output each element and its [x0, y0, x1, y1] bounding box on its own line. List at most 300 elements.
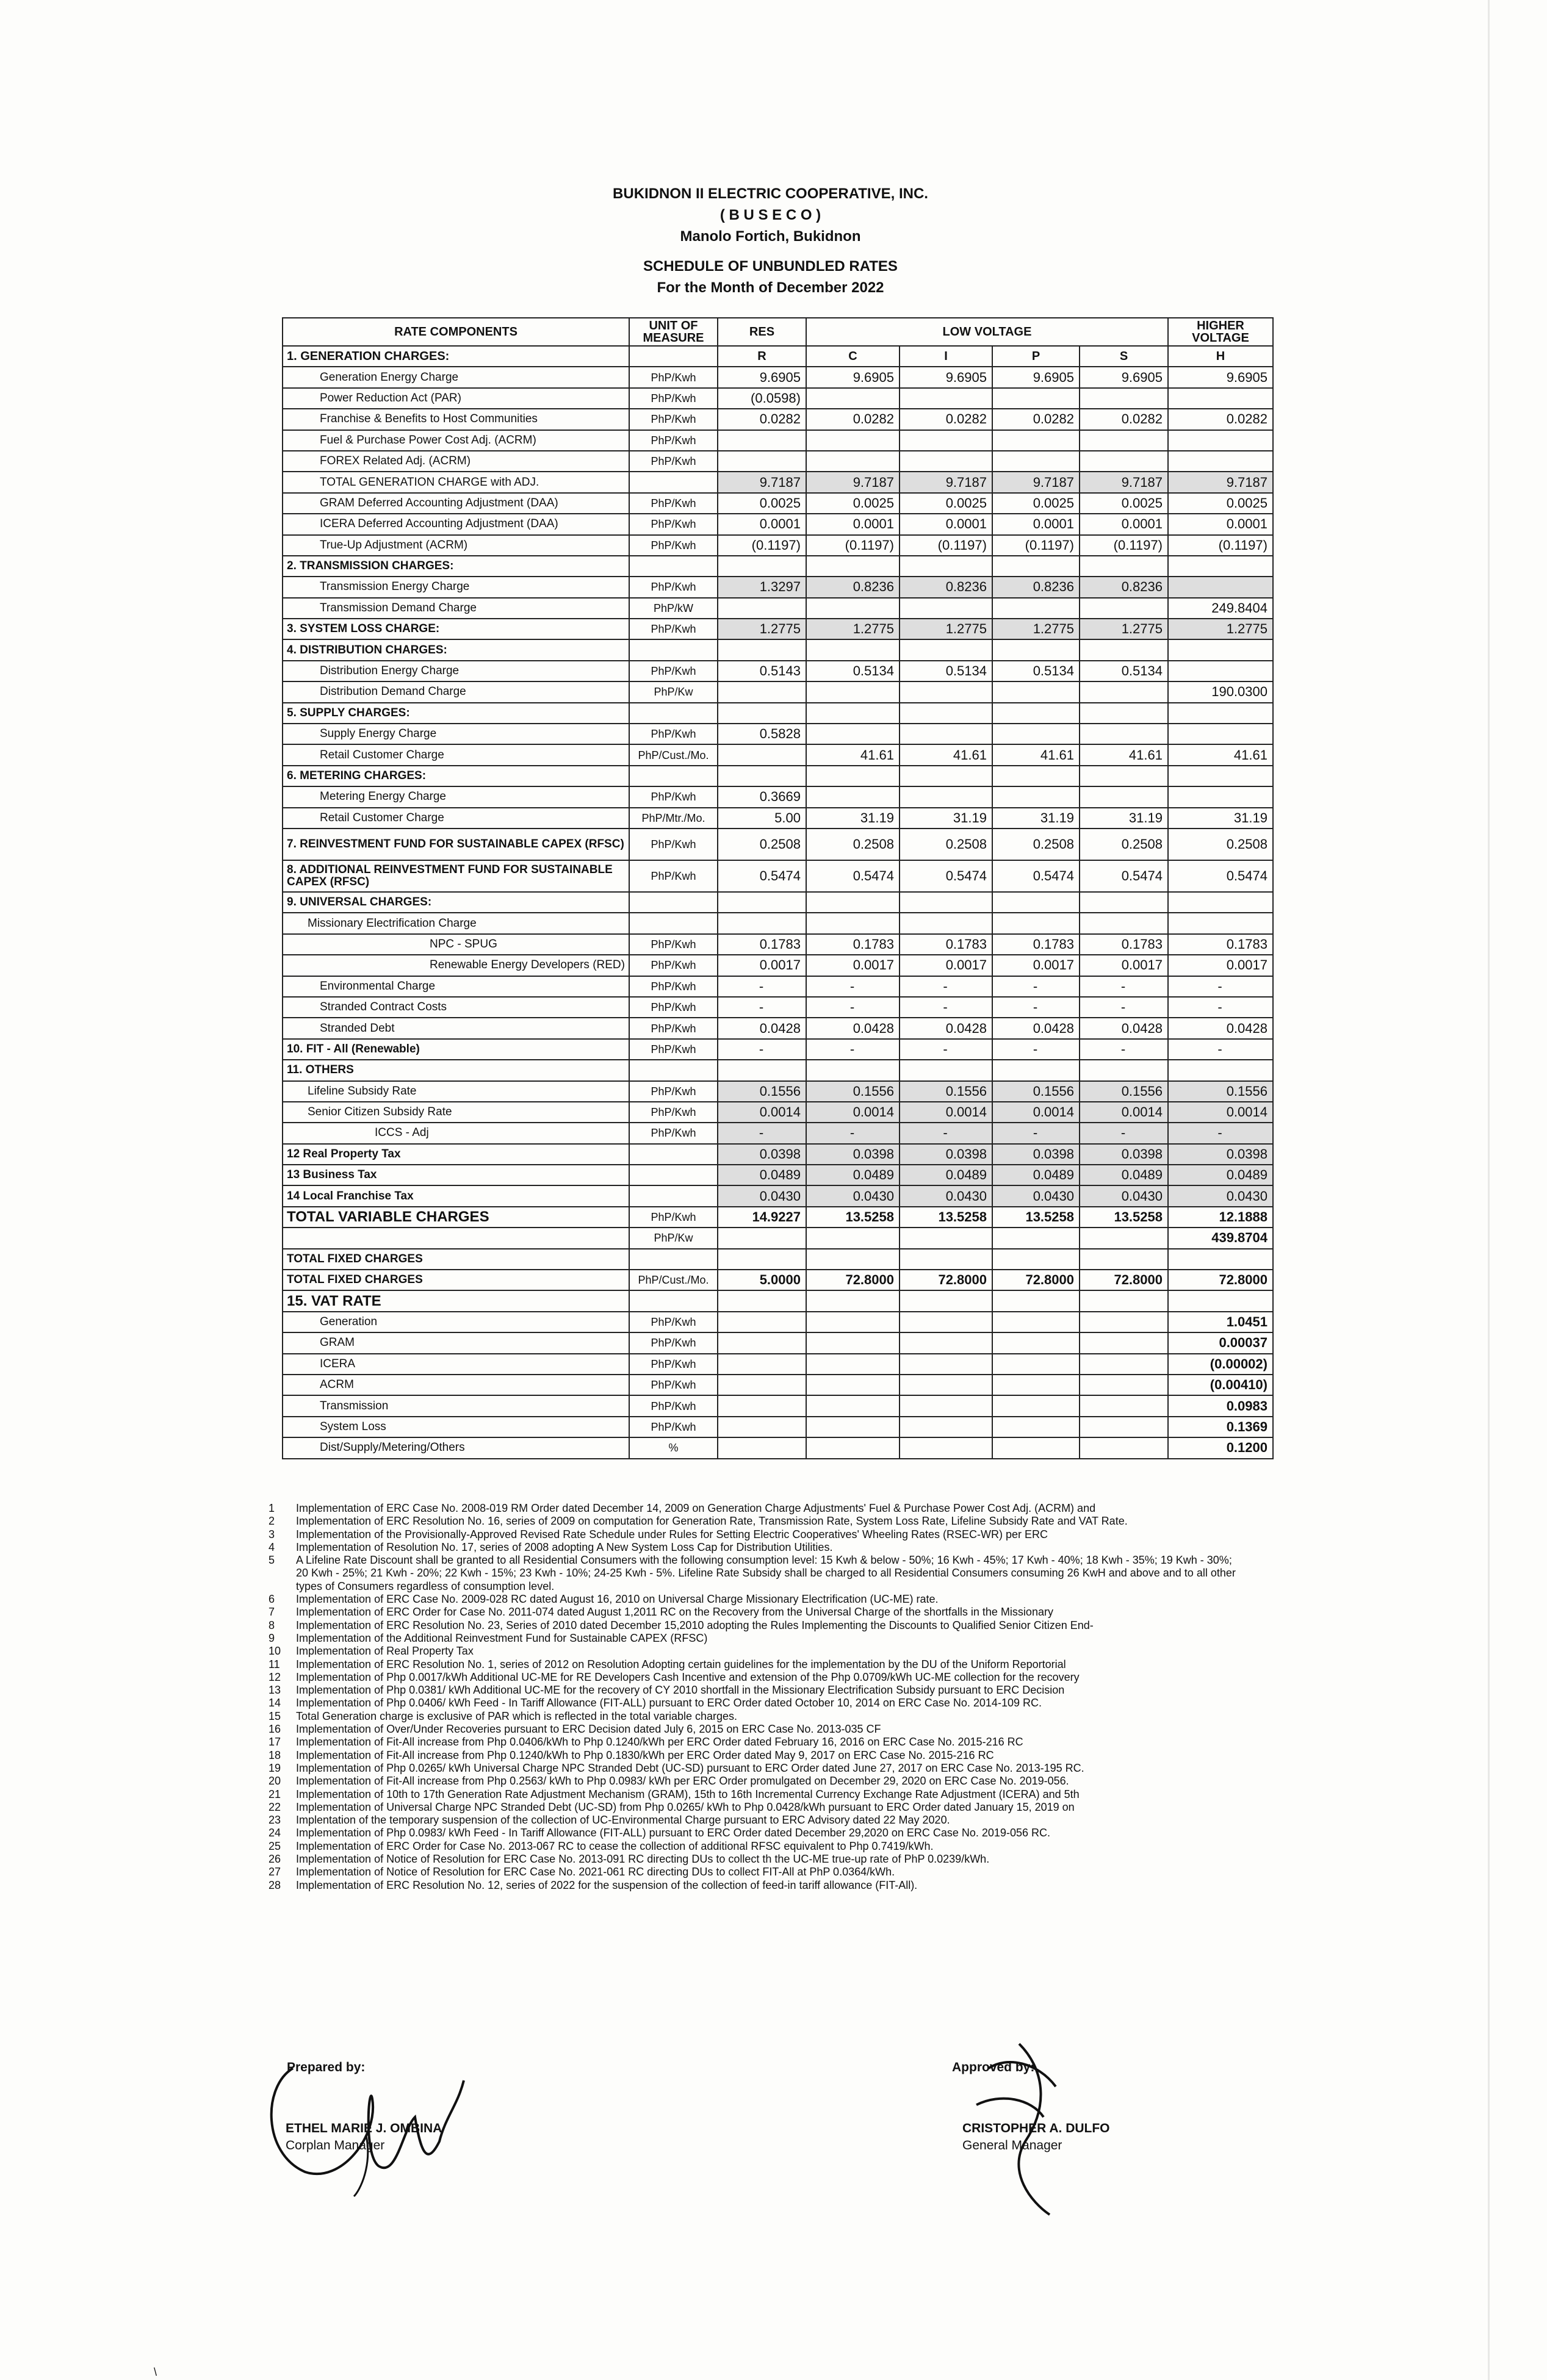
rate-value-h: 0.0983 [1168, 1395, 1273, 1416]
footnote-number: 1 [269, 1502, 275, 1514]
rate-value-p: 9.7187 [992, 472, 1080, 492]
rate-value-c [806, 1332, 900, 1353]
row-unit: PhP/Kwh [629, 577, 718, 597]
rate-value-p [992, 430, 1080, 451]
row-label: 7. REINVESTMENT FUND FOR SUSTAINABLE CAPEX (RFSC) [283, 829, 629, 860]
rate-value-i [900, 1249, 992, 1270]
rate-value-s [1080, 1395, 1168, 1416]
footnote-number: 2 [269, 1515, 275, 1528]
footnote-text: Implementation of ERC Resolution No. 16, series of 2009 on computation for Generation Rate, Transmission Rate, System Loss Rate, Lifeline Subsidy Rate and VAT Rate. [296, 1515, 1128, 1528]
rate-value-i: 0.0430 [900, 1185, 992, 1206]
rate-value-i: 0.0017 [900, 955, 992, 976]
rate-value-p [992, 1417, 1080, 1437]
rate-value-p [992, 598, 1080, 619]
row-unit: PhP/Kwh [629, 1081, 718, 1102]
row-unit [629, 1165, 718, 1185]
rate-value-s [1080, 1249, 1168, 1270]
row-unit: PhP/kW [629, 598, 718, 619]
footnote [269, 1606, 1245, 1619]
rate-value-c: 0.8236 [806, 577, 900, 597]
rate-value-c: 0.0430 [806, 1185, 900, 1206]
row-unit: PhP/Kw [629, 1228, 718, 1248]
rate-value-r: (0.0598) [718, 388, 806, 409]
footnote [269, 1879, 1245, 1892]
rate-value-r: 0.5474 [718, 860, 806, 892]
footnote [269, 1528, 1245, 1541]
rate-value-s [1080, 681, 1168, 702]
rate-value-i: 0.0489 [900, 1165, 992, 1185]
row-unit [629, 1144, 718, 1165]
rate-value-p: (0.1197) [992, 535, 1080, 556]
table-row [283, 892, 1273, 913]
rate-value-i [900, 892, 992, 913]
rate-value-c: - [806, 1039, 900, 1060]
rate-value-r: 0.0282 [718, 409, 806, 430]
row-unit: PhP/Kwh [629, 1312, 718, 1332]
rate-value-p: 0.0489 [992, 1165, 1080, 1185]
rate-code-p: P [992, 346, 1080, 367]
rate-value-p [992, 1395, 1080, 1416]
row-label: Transmission [283, 1395, 629, 1416]
rate-value-h: 0.0017 [1168, 955, 1273, 976]
footnote-text: Implementation of ERC Order for Case No. 2011-074 dated August 1,2011 RC on the Recovery from the Universal Charge of the shortfalls in the Missionary [296, 1606, 1053, 1619]
row-label: True-Up Adjustment (ACRM) [283, 535, 629, 556]
cooperative-name: BUKIDNON II ELECTRIC COOPERATIVE, INC. [613, 185, 928, 202]
rate-value-p [992, 1228, 1080, 1248]
approved-by-label: Approved by: [952, 2060, 1035, 2074]
cooperative-acronym: ( B U S E C O ) [719, 207, 821, 223]
table-row [283, 1332, 1273, 1353]
rate-value-h: 0.0001 [1168, 514, 1273, 534]
rate-value-c: 0.5474 [806, 860, 900, 892]
table-row [283, 1018, 1273, 1038]
rate-value-p [992, 1437, 1080, 1458]
footnote-text: Implementation of Over/Under Recoveries pursuant to ERC Decision dated July 6, 2015 on ERC Case No. 2013-035 CF [296, 1723, 881, 1736]
header-higher-voltage: HIGHER VOLTAGE [1168, 318, 1273, 346]
rate-value-i: 0.5474 [900, 860, 992, 892]
table-row [283, 997, 1273, 1018]
rate-value-s: 0.0001 [1080, 514, 1168, 534]
rate-value-i: 9.6905 [900, 367, 992, 387]
footnote [269, 1814, 1245, 1827]
rate-value-r: 9.6905 [718, 367, 806, 387]
rate-value-i [900, 1290, 992, 1311]
rate-value-p: 0.2508 [992, 829, 1080, 860]
rate-value-h: 31.19 [1168, 808, 1273, 829]
rate-code-s: S [1080, 346, 1168, 367]
footnote [269, 1502, 1245, 1515]
rate-value-c: 0.1783 [806, 934, 900, 955]
prepared-by-label: Prepared by: [287, 2060, 366, 2074]
rate-value-r [718, 703, 806, 724]
prepared-by-role: Corplan Manager [286, 2138, 385, 2152]
table-row [283, 1395, 1273, 1416]
rate-value-i: 31.19 [900, 808, 992, 829]
row-unit: PhP/Kwh [629, 388, 718, 409]
table-row [283, 1228, 1273, 1248]
table-row [283, 1207, 1273, 1228]
table-row [283, 1081, 1273, 1102]
rate-value-p [992, 1290, 1080, 1311]
rate-value-s: 9.7187 [1080, 472, 1168, 492]
rate-value-p: 0.8236 [992, 577, 1080, 597]
table-row [283, 976, 1273, 997]
table-row [283, 1185, 1273, 1206]
rate-value-i: - [900, 976, 992, 997]
row-unit [629, 913, 718, 933]
row-label: Distribution Demand Charge [283, 681, 629, 702]
row-unit: PhP/Kwh [629, 997, 718, 1018]
rate-value-s [1080, 1290, 1168, 1311]
rate-value-s: 0.0398 [1080, 1144, 1168, 1165]
rate-value-h [1168, 766, 1273, 786]
row-label: 1. GENERATION CHARGES: [283, 346, 629, 367]
rate-value-p [992, 1312, 1080, 1332]
rate-value-s [1080, 1312, 1168, 1332]
row-label: Dist/Supply/Metering/Others [283, 1437, 629, 1458]
rate-value-h: 0.0014 [1168, 1102, 1273, 1123]
rate-value-p: 0.1556 [992, 1081, 1080, 1102]
rate-value-r: 0.0014 [718, 1102, 806, 1123]
footnote [269, 1593, 1245, 1606]
table-row [283, 1312, 1273, 1332]
rate-value-h: 1.2775 [1168, 619, 1273, 639]
table-row [283, 860, 1273, 892]
footnote-number: 22 [269, 1800, 281, 1813]
rate-value-s [1080, 451, 1168, 472]
row-label: TOTAL FIXED CHARGES [283, 1249, 629, 1270]
rate-value-c: 0.0017 [806, 955, 900, 976]
table-row [283, 577, 1273, 597]
rate-value-s [1080, 724, 1168, 744]
header-unit: UNIT OF MEASURE [629, 318, 718, 346]
rate-value-r [718, 430, 806, 451]
rate-value-p: 0.0430 [992, 1185, 1080, 1206]
row-unit [629, 892, 718, 913]
footnote-number: 4 [269, 1541, 275, 1553]
footnote [269, 1645, 1245, 1658]
row-unit [629, 703, 718, 724]
rate-value-c: 13.5258 [806, 1207, 900, 1228]
rate-value-s: 0.8236 [1080, 577, 1168, 597]
row-label: 2. TRANSMISSION CHARGES: [283, 556, 629, 577]
row-unit: PhP/Kwh [629, 1207, 718, 1228]
table-row [283, 786, 1273, 807]
rate-value-r [718, 1312, 806, 1332]
rate-value-p: 1.2775 [992, 619, 1080, 639]
footnote-number: 15 [269, 1710, 281, 1722]
row-label: System Loss [283, 1417, 629, 1437]
rate-value-r: 0.3669 [718, 786, 806, 807]
table-row [283, 766, 1273, 786]
rate-value-s: 0.1556 [1080, 1081, 1168, 1102]
rate-value-p: 0.0017 [992, 955, 1080, 976]
footnote-text: Implementation of Php 0.0017/kWh Additional UC-ME for RE Developers Cash Incentive and extension of the Php 0.0709/kWh UC-ME collection for the recovery [296, 1670, 1080, 1683]
rate-value-i: 41.61 [900, 744, 992, 765]
rate-value-r: 5.0000 [718, 1270, 806, 1290]
rate-value-c [806, 724, 900, 744]
rate-value-c [806, 1354, 900, 1375]
rate-value-c [806, 1060, 900, 1080]
rate-value-s [1080, 598, 1168, 619]
row-label: Fuel & Purchase Power Cost Adj. (ACRM) [283, 430, 629, 451]
rate-value-i [900, 1060, 992, 1080]
rate-value-p: 13.5258 [992, 1207, 1080, 1228]
footnote [269, 1658, 1245, 1671]
footnote-number: 23 [269, 1814, 281, 1827]
rate-value-r [718, 1417, 806, 1437]
footnote [269, 1723, 1245, 1736]
rate-value-p: - [992, 976, 1080, 997]
table-row [283, 681, 1273, 702]
row-label: Generation Energy Charge [283, 367, 629, 387]
row-label: Supply Energy Charge [283, 724, 629, 744]
rate-value-r: 5.00 [718, 808, 806, 829]
rate-value-r: 0.0489 [718, 1165, 806, 1185]
rate-value-i [900, 786, 992, 807]
rate-value-r: 14.9227 [718, 1207, 806, 1228]
footnote-text: Implementation of Resolution No. 17, series of 2008 adopting A New System Loss Cap for Distribution Utilities. [296, 1541, 833, 1553]
rate-value-h [1168, 703, 1273, 724]
footnote-number: 10 [269, 1645, 281, 1658]
row-label: TOTAL FIXED CHARGES [283, 1270, 629, 1290]
rate-value-c: 0.0489 [806, 1165, 900, 1185]
rate-value-r [718, 1249, 806, 1270]
row-label: 3. SYSTEM LOSS CHARGE: [283, 619, 629, 639]
rate-value-i [900, 1332, 992, 1353]
footnote-number: 27 [269, 1866, 281, 1878]
rate-value-r [718, 1375, 806, 1395]
rate-value-r: 1.3297 [718, 577, 806, 597]
rate-value-h [1168, 639, 1273, 660]
rate-value-i [900, 703, 992, 724]
rate-value-s [1080, 1228, 1168, 1248]
rate-value-p: - [992, 1123, 1080, 1143]
table-row [283, 514, 1273, 534]
table-row [283, 661, 1273, 681]
table-row [283, 1375, 1273, 1395]
footnote-text: Implementation of Fit-All increase from Php 0.0406/kWh to Php 0.1240/kWh per ERC Order dated February 16, 2016 on ERC Case No. 2015-216 RC [296, 1736, 1023, 1749]
rate-value-h [1168, 451, 1273, 472]
row-label [283, 1228, 629, 1248]
rate-value-s [1080, 556, 1168, 577]
row-unit: PhP/Kwh [629, 367, 718, 387]
rate-value-i [900, 1417, 992, 1437]
rate-value-s: 0.0282 [1080, 409, 1168, 430]
footnote-text: Implementation of Php 0.0381/ kWh Additional UC-ME for the recovery of CY 2010 shortfall in the Missionary Electrification Subsidy pursuant to ERC Decision [296, 1684, 1065, 1697]
row-unit: PhP/Kwh [629, 724, 718, 744]
approved-by-role: General Manager [962, 2138, 1062, 2152]
rate-value-r: 0.5828 [718, 724, 806, 744]
rate-value-p [992, 1249, 1080, 1270]
rate-value-i [900, 388, 992, 409]
rate-value-r: 9.7187 [718, 472, 806, 492]
rate-value-r: 0.0398 [718, 1144, 806, 1165]
rate-value-c [806, 1290, 900, 1311]
rate-value-s [1080, 1417, 1168, 1437]
row-label: ICERA [283, 1354, 629, 1375]
rate-value-c: 41.61 [806, 744, 900, 765]
footnote-number: 17 [269, 1736, 281, 1749]
footnote-number: 6 [269, 1593, 275, 1606]
rate-value-p [992, 786, 1080, 807]
footnote-number: 25 [269, 1839, 281, 1852]
table-row [283, 619, 1273, 639]
rate-value-c: - [806, 1123, 900, 1143]
row-unit: PhP/Kwh [629, 661, 718, 681]
row-unit: PhP/Kwh [629, 493, 718, 514]
rate-value-h: 9.6905 [1168, 367, 1273, 387]
rate-value-p: 72.8000 [992, 1270, 1080, 1290]
rate-value-s [1080, 913, 1168, 933]
header-low-voltage: LOW VOLTAGE [806, 318, 1168, 346]
table-row [283, 598, 1273, 619]
rate-value-r [718, 744, 806, 765]
rate-value-h: 0.0398 [1168, 1144, 1273, 1165]
rate-value-s [1080, 1060, 1168, 1080]
rate-value-p [992, 451, 1080, 472]
rate-value-p [992, 556, 1080, 577]
footnote-text: Implementation of Php 0.0406/ kWh Feed - In Tariff Allowance (FIT-ALL) pursuant to ERC Order dated October 10, 2014 on ERC Case No. 2014-109 RC. [296, 1697, 1042, 1710]
rate-value-r [718, 451, 806, 472]
row-unit [629, 346, 718, 367]
rate-value-s [1080, 639, 1168, 660]
rate-value-h: 0.1783 [1168, 934, 1273, 955]
rate-value-s: 1.2775 [1080, 619, 1168, 639]
footnote-text: Implementation of Php 0.0983/ kWh Feed - In Tariff Allowance (FIT-ALL) pursuant to ERC Order dated December 29,2020 on ERC Case No. 2019-056 RC. [296, 1827, 1050, 1839]
rate-value-i [900, 598, 992, 619]
rate-value-r: 0.0025 [718, 493, 806, 514]
rate-value-h [1168, 892, 1273, 913]
footnote-text: Implementation of Real Property Tax [296, 1645, 474, 1658]
table-row [283, 1270, 1273, 1290]
rate-value-i [900, 681, 992, 702]
rate-value-i [900, 451, 992, 472]
footnote-text: Implementation of Notice of Resolution for ERC Case No. 2013-091 RC directing DUs to collect th the UC-ME true-up rate of PhP 0.0239/kWh. [296, 1853, 990, 1866]
rate-value-p: 0.5474 [992, 860, 1080, 892]
row-label: 15. VAT RATE [283, 1290, 629, 1311]
rate-value-h: (0.00002) [1168, 1354, 1273, 1375]
row-unit: PhP/Cust./Mo. [629, 1270, 718, 1290]
rate-value-h: - [1168, 1039, 1273, 1060]
rate-value-h: - [1168, 976, 1273, 997]
row-unit: PhP/Kwh [629, 786, 718, 807]
rate-value-i: 0.0014 [900, 1102, 992, 1123]
rate-value-i: 0.1783 [900, 934, 992, 955]
footnote-text: Implementation of ERC Resolution No. 23, Series of 2010 dated December 15,2010 adopting the Rules Implementing the Discounts to Qualified Senior Citizen End- [296, 1619, 1094, 1631]
footnote-number: 12 [269, 1670, 281, 1683]
footnote [269, 1801, 1245, 1814]
rate-value-c: (0.1197) [806, 535, 900, 556]
table-row [283, 1060, 1273, 1080]
footnote [269, 1515, 1245, 1528]
rate-value-h: - [1168, 997, 1273, 1018]
footnote-text: Implementation of ERC Order for Case No. 2013-067 RC to cease the collection of additional RFSC equivalent to Php 0.7419/kWh. [296, 1839, 934, 1852]
table-row [283, 639, 1273, 660]
rate-value-c [806, 639, 900, 660]
table-row [283, 367, 1273, 387]
footnote-number: 18 [269, 1749, 281, 1761]
rate-value-c [806, 451, 900, 472]
rate-value-c [806, 703, 900, 724]
footnote-text: Implementation of Notice of Resolution for ERC Case No. 2021-061 RC directing DUs to collect FIT-All at PhP 0.0364/kWh. [296, 1866, 895, 1878]
rate-value-c [806, 556, 900, 577]
table-row [283, 1290, 1273, 1311]
rate-value-p [992, 913, 1080, 933]
row-unit: PhP/Kwh [629, 430, 718, 451]
rate-value-p: 0.0014 [992, 1102, 1080, 1123]
rate-value-h: 249.8404 [1168, 598, 1273, 619]
row-unit: PhP/Mtr./Mo. [629, 808, 718, 829]
footnote [269, 1840, 1245, 1853]
footnote-number: 20 [269, 1775, 281, 1788]
footnote-number: 8 [269, 1619, 275, 1631]
rate-value-h: (0.00410) [1168, 1375, 1273, 1395]
footnote [269, 1775, 1245, 1788]
rate-value-h: 0.1200 [1168, 1437, 1273, 1458]
rate-value-s [1080, 1354, 1168, 1375]
footnote [269, 1684, 1245, 1697]
rate-value-h [1168, 430, 1273, 451]
footnote [269, 1632, 1245, 1645]
table-row [283, 535, 1273, 556]
rate-value-h: 72.8000 [1168, 1270, 1273, 1290]
row-label: Lifeline Subsidy Rate [283, 1081, 629, 1102]
row-unit [629, 639, 718, 660]
rate-value-s [1080, 1332, 1168, 1353]
rate-value-s: - [1080, 1123, 1168, 1143]
document-title: SCHEDULE OF UNBUNDLED RATES [643, 258, 898, 275]
rate-value-s: 0.0014 [1080, 1102, 1168, 1123]
rate-value-r [718, 1354, 806, 1375]
rate-value-i [900, 1354, 992, 1375]
table-header-row [283, 318, 1273, 346]
rate-value-r [718, 681, 806, 702]
rate-value-c [806, 681, 900, 702]
rate-value-h [1168, 661, 1273, 681]
rate-value-h [1168, 913, 1273, 933]
footnote-text: Implementation of ERC Case No. 2009-028 RC dated August 16, 2010 on Universal Charge Missionary Electrification (UC-ME) rate. [296, 1593, 939, 1606]
rate-value-r [718, 766, 806, 786]
row-label: TOTAL VARIABLE CHARGES [283, 1207, 629, 1228]
row-label: 9. UNIVERSAL CHARGES: [283, 892, 629, 913]
rate-value-r: 0.2508 [718, 829, 806, 860]
row-unit: PhP/Kwh [629, 619, 718, 639]
footnote-number: 26 [269, 1853, 281, 1866]
rate-value-i: 72.8000 [900, 1270, 992, 1290]
rate-value-i: 0.0398 [900, 1144, 992, 1165]
table-row [283, 1102, 1273, 1123]
rate-value-i [900, 1395, 992, 1416]
rate-value-r: - [718, 976, 806, 997]
rate-value-h: 12.1888 [1168, 1207, 1273, 1228]
row-unit: PhP/Kwh [629, 1102, 718, 1123]
rate-value-c: 9.6905 [806, 367, 900, 387]
approver-signature [952, 2032, 1086, 2233]
row-unit: PhP/Kwh [629, 1395, 718, 1416]
rate-value-i: - [900, 1123, 992, 1143]
rate-value-p [992, 892, 1080, 913]
rate-code-c: C [806, 346, 900, 367]
rate-value-h: 0.1556 [1168, 1081, 1273, 1102]
footnote [269, 1671, 1245, 1684]
rate-value-c: 0.1556 [806, 1081, 900, 1102]
rate-value-h [1168, 1249, 1273, 1270]
preparer-signature [256, 2044, 476, 2202]
rate-value-c: 0.0398 [806, 1144, 900, 1165]
rate-value-s: - [1080, 1039, 1168, 1060]
rate-value-h: 0.00037 [1168, 1332, 1273, 1353]
